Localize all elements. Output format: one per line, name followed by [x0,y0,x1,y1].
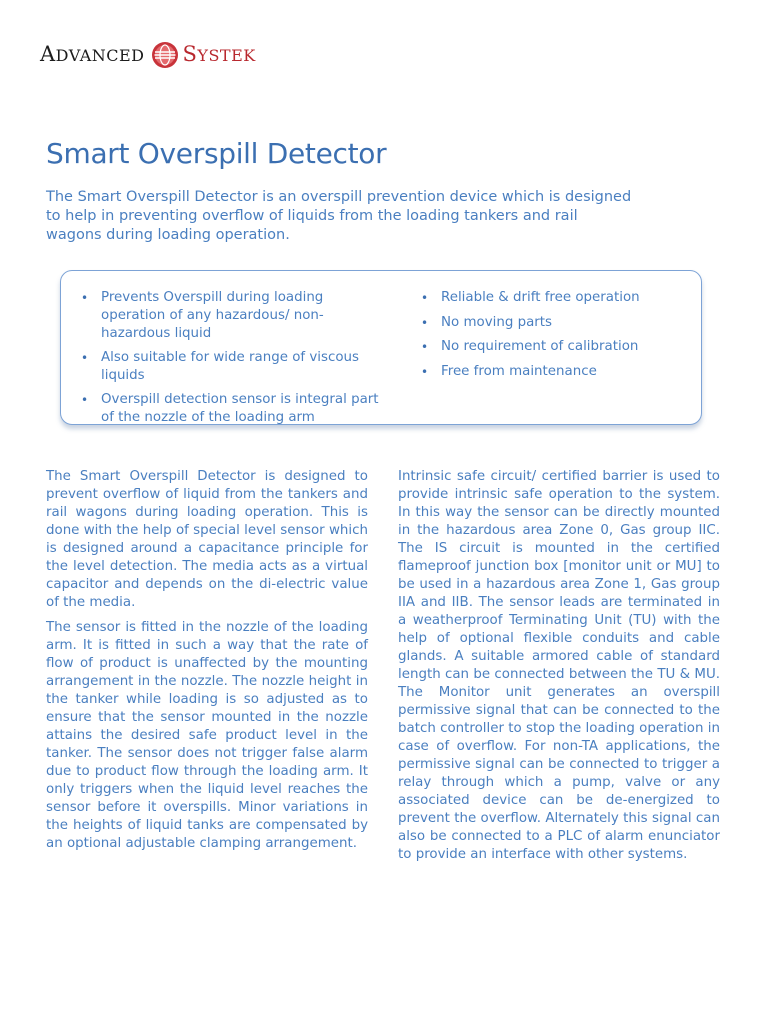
globe-logo-icon [151,41,179,69]
intro-paragraph: The Smart Overspill Detector is an overspill prevention device which is designed to help in preventing overflow of liquids from the loading tankers and rail wagons during loading operation. [46,189,632,243]
brand-word-advanced: ADVANCED [40,42,145,66]
body-paragraph: The Smart Overspill Detector is designed to prevent overflow of liquid from the tankers and rail wagons during loading operation. This is done with the help of special level sensor which is designed around a capacitance principle for the level detection. The media acts as a virtual capacitor and depends on the di-electric value of the media. [46,469,368,610]
brand-logo [40,41,256,69]
body-column-left [46,468,368,860]
bullet-icon: • [81,393,89,407]
feature-item: • Free from maintenance [421,363,597,379]
feature-box [60,270,702,425]
feature-item: • Also suitable for wide range of viscous liquids [81,350,359,383]
body-paragraph: The sensor is fitted in the nozzle of the loading arm. It is fitted in such a way that the rate of flow of product is unaffected by the mounting arrangement in the nozzle. The nozzle height in the tanker while loading is so adjusted as to ensure that the sensor mounted in the nozzle attains the desired safe product level in the tanker. The sensor does not trigger false alarm due to product flow through the loading arm. It only triggers when the liquid level reaches the sensor before it overspills. Minor variations in the heights of liquid tanks are compensated by an optional adjustable clamping arrangement. [46,620,368,851]
brand-word-systek: SYSTEK [182,42,256,66]
bullet-icon: • [81,291,89,305]
bullet-icon: • [421,364,429,379]
feature-item: • No moving parts [421,314,553,330]
feature-item: • No requirement of calibration [421,339,639,354]
bullet-icon: • [81,351,89,365]
feature-list-left [81,289,391,433]
feature-item: • Reliable & drift free operation [421,290,640,305]
feature-list-right [421,289,681,387]
page-title: Smart Overspill Detector [46,137,387,170]
bullet-icon: • [421,315,429,330]
feature-item: • Overspill detection sensor is integral part of the nozzle of the loading arm [81,392,379,425]
bullet-icon: • [421,340,429,354]
feature-item: • Prevents Overspill during loading operation of any hazardous/ non-hazardous liquid [81,290,324,341]
body-column-right [398,468,720,871]
bullet-icon: • [421,291,429,305]
body-paragraph: Intrinsic safe circuit/ certified barrier is used to provide intrinsic safe operation to the system. In this way the sensor can be directly mounted in the hazardous area Zone 0, Gas group IIC. The IS circuit is mounted in the certified flameproof junction box [monitor unit or MU] to be used in a hazardous area Zone 1, Gas group IIA and IIB. The sensor leads are terminated in a weatherproof Terminating Unit (TU) with the help of optional flexible conduits and cable glands. A suitable armored cable of standard length can be connected between the TU & MU. The Monitor unit generates an overspill permissive signal that can be connected to the batch controller to stop the loading operation in case of overflow. For non-TA applications, the permissive signal can be connected to trigger a relay through which a pump, valve or any associated device can be de-energized to prevent the overflow. Alternately this signal can also be connected to a PLC of alarm enunciator to provide an interface with other systems. [398,469,720,862]
